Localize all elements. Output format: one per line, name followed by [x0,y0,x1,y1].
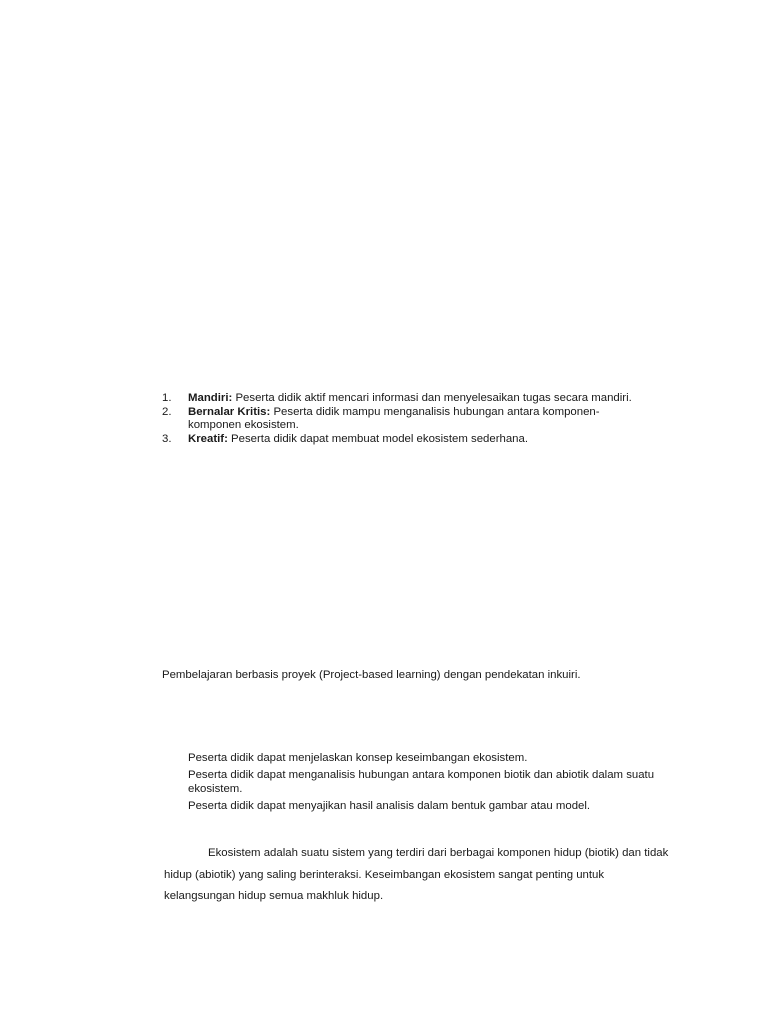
list-item [162,406,652,433]
character-list [162,392,652,446]
list-term: Bernalar Kritis: [188,405,271,418]
learning-goals-list [188,751,678,815]
list-description: Peserta didik aktif mencari informasi dan menyelesaikan tugas secara mandiri. [232,392,632,404]
list-term: Kreatif: [188,432,228,445]
list-number: 1. [162,392,172,404]
list-description: Peserta didik mampu menganalisis hubungan antara komponen-komponen ekosistem. [188,405,600,431]
list-term: Mandiri: [188,392,233,404]
list-number: 2. [162,405,172,418]
list-item [162,433,652,447]
method-text: Pembelajaran berbasis proyek (Project-based learning) dengan pendekatan inkuiri. [162,669,581,681]
material-paragraph: Ekosistem adalah suatu sistem yang terdiri dari berbagai komponen hidup (biotik) dan tidak hidup (abiotik) yang saling berinteraksi. Keseimbangan ekosistem sangat penting untuk kelangsungan hidup semua makhluk hidup. [164,847,669,902]
list-item [162,392,652,406]
list-description: Peserta didik dapat membuat model ekosistem sederhana. [227,432,528,445]
list-number: 3. [162,432,172,445]
goal-item: Peserta didik dapat menganalisis hubungan antara komponen biotik dan abiotik dalam suatu ekosistem. [188,768,655,795]
goal-item: Peserta didik dapat menyajikan hasil analisis dalam bentuk gambar atau model. [188,799,591,812]
goal-item: Peserta didik dapat menjelaskan konsep keseimbangan ekosistem. [188,752,528,764]
